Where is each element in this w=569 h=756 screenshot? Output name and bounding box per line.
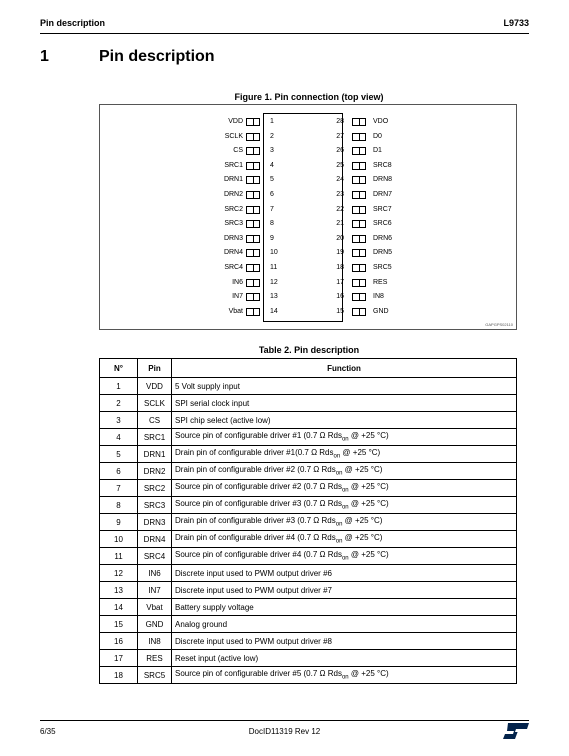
table-row <box>100 548 517 565</box>
cell-pin: SRC1 <box>138 429 172 446</box>
pin-pad-icon <box>352 293 366 301</box>
cell-function <box>172 395 517 412</box>
pin-pad-icon <box>352 118 366 126</box>
function-subscript: on <box>341 555 349 562</box>
pin-label: IN8 <box>373 293 384 301</box>
table-row <box>100 514 517 531</box>
right-pin <box>0 116 569 128</box>
pin-number: 22 <box>336 205 344 213</box>
right-pin <box>0 306 569 318</box>
function-subscript: on <box>333 453 341 460</box>
table-row <box>100 633 517 650</box>
pin-label: DRN2 <box>223 191 243 198</box>
table-row <box>100 582 517 599</box>
pin-number: 27 <box>336 132 344 140</box>
pin-label: D0 <box>373 132 382 140</box>
right-pin <box>0 291 569 303</box>
pin-label: IN7 <box>232 293 243 301</box>
function-text: Drain pin of configurable driver #2 (0.7 Ω Rds <box>175 465 336 475</box>
pin-label: DRN3 <box>223 234 243 242</box>
cell-pin: IN7 <box>138 582 172 599</box>
table-row <box>100 599 517 616</box>
pin-number: 16 <box>336 293 344 301</box>
pin-pad-icon <box>352 308 366 316</box>
pin-pad-icon <box>352 264 366 272</box>
pin-number: 15 <box>336 307 344 315</box>
header-part-number: L9733 <box>503 18 529 28</box>
function-text: Drain pin of configurable driver #3 (0.7 Ω Rds <box>175 516 336 526</box>
table-row <box>100 412 517 429</box>
table-row <box>100 463 517 480</box>
cell-function <box>172 582 517 599</box>
function-subscript: on <box>341 674 349 681</box>
pin-number: 7 <box>270 205 274 213</box>
pin-pad-icon <box>352 162 366 170</box>
right-pin <box>0 233 569 245</box>
function-tail: @ +25 °C) <box>348 499 389 509</box>
figure-code: GAPGPS02110 <box>485 322 513 327</box>
pin-pad-icon <box>352 133 366 141</box>
function-text: Drain pin of configurable driver #4 (0.7 Ω Rds <box>175 533 336 543</box>
pin-number: 9 <box>270 234 274 242</box>
cell-function <box>172 429 517 446</box>
cell-number: 1 <box>100 378 138 395</box>
cell-number: 10 <box>100 531 138 548</box>
table-row <box>100 446 517 463</box>
table-row <box>100 531 517 548</box>
pin-number: 8 <box>270 220 274 228</box>
section-number: 1 <box>40 48 49 65</box>
cell-function <box>172 650 517 667</box>
cell-number: 9 <box>100 514 138 531</box>
pin-pad-icon <box>352 206 366 214</box>
pin-label: SRC8 <box>373 161 392 169</box>
pin-label: DRN8 <box>373 176 393 184</box>
pin-label: DRN7 <box>373 191 393 198</box>
pin-label: SRC3 <box>224 220 243 228</box>
cell-function <box>172 548 517 565</box>
footer-doc-id: DocID11319 Rev 12 <box>248 727 321 736</box>
table-row <box>100 616 517 633</box>
table-row <box>100 650 517 667</box>
pin-number: 11 <box>270 264 278 271</box>
cell-pin: DRN2 <box>138 463 172 480</box>
cell-number: 13 <box>100 582 138 599</box>
cell-function <box>172 463 517 480</box>
function-tail: @ +25 °C) <box>340 448 381 458</box>
function-subscript: on <box>341 504 349 511</box>
pin-number: 14 <box>270 307 278 315</box>
column-header-number: N° <box>100 359 138 378</box>
function-text: Source pin of configurable driver #5 (0.7 Ω Rds <box>175 669 342 679</box>
cell-number: 3 <box>100 412 138 429</box>
pin-number: 2 <box>270 132 274 140</box>
cell-pin: Vbat <box>138 599 172 616</box>
function-tail: @ +25 °C) <box>348 550 389 560</box>
pin-number: 17 <box>336 278 344 286</box>
cell-number: 2 <box>100 395 138 412</box>
function-subscript: on <box>335 538 343 545</box>
pin-label: VDD <box>228 118 243 125</box>
table-header-row <box>100 359 517 378</box>
function-tail: @ +25 °C) <box>348 482 389 492</box>
cell-function <box>172 531 517 548</box>
cell-function <box>172 412 517 429</box>
pin-number: 13 <box>270 293 278 301</box>
table-caption: Table 2. Pin description <box>258 345 360 355</box>
pin-label: DRN1 <box>223 176 243 184</box>
cell-pin: GND <box>138 616 172 633</box>
footer-rule <box>40 720 529 721</box>
cell-function <box>172 633 517 650</box>
cell-function <box>172 378 517 395</box>
right-pin <box>0 277 569 289</box>
cell-pin: DRN1 <box>138 446 172 463</box>
pin-label: DRN4 <box>223 249 243 257</box>
table-row <box>100 497 517 514</box>
figure-caption: Figure 1. Pin connection (top view) <box>234 92 384 102</box>
cell-number: 4 <box>100 429 138 446</box>
cell-function <box>172 667 517 684</box>
cell-number: 16 <box>100 633 138 650</box>
pin-pad-icon <box>352 220 366 228</box>
cell-function <box>172 514 517 531</box>
pin-number: 26 <box>336 147 344 155</box>
cell-pin: CS <box>138 412 172 429</box>
right-pin <box>0 218 569 230</box>
st-logo-icon <box>503 722 529 745</box>
pin-label: D1 <box>373 147 382 155</box>
cell-function <box>172 446 517 463</box>
header-section-name: Pin description <box>40 18 106 28</box>
column-header-pin: Pin <box>138 359 172 378</box>
cell-pin: SRC2 <box>138 480 172 497</box>
pin-label: SCLK <box>224 132 243 140</box>
pin-number: 19 <box>336 249 344 257</box>
cell-number: 6 <box>100 463 138 480</box>
pin-number: 10 <box>270 249 278 257</box>
table-row <box>100 395 517 412</box>
cell-function <box>172 599 517 616</box>
pin-label: DRN5 <box>373 249 393 257</box>
cell-pin: SRC5 <box>138 667 172 684</box>
pin-number: 6 <box>270 191 274 198</box>
cell-pin: SRC3 <box>138 497 172 514</box>
cell-pin: VDD <box>138 378 172 395</box>
pin-pad-icon <box>352 191 366 199</box>
cell-pin: SRC4 <box>138 548 172 565</box>
function-tail: @ +25 °C) <box>342 465 383 475</box>
function-subscript: on <box>341 436 349 443</box>
function-subscript: on <box>335 521 343 528</box>
cell-number: 11 <box>100 548 138 565</box>
cell-function <box>172 616 517 633</box>
function-text: SPI serial clock input <box>175 398 250 408</box>
pin-number: 25 <box>336 161 344 169</box>
pin-description-table <box>99 358 517 684</box>
function-tail: @ +25 °C) <box>348 431 389 441</box>
pin-pad-icon <box>352 279 366 287</box>
pin-number: 24 <box>336 176 344 184</box>
pin-label: CS <box>233 147 243 155</box>
function-tail: @ +25 °C) <box>342 516 383 526</box>
table-row <box>100 565 517 582</box>
pin-number: 21 <box>336 220 344 228</box>
function-subscript: on <box>341 487 349 494</box>
pin-number: 5 <box>270 176 274 184</box>
pin-pad-icon <box>352 249 366 257</box>
table-row <box>100 480 517 497</box>
function-text: SPI chip select (active low) <box>175 415 271 425</box>
right-pin <box>0 189 569 201</box>
cell-number: 17 <box>100 650 138 667</box>
pin-number: 20 <box>336 234 344 242</box>
column-header-function: Function <box>172 359 517 378</box>
function-tail: @ +25 °C) <box>342 533 383 543</box>
cell-pin: DRN3 <box>138 514 172 531</box>
function-text: Discrete input used to PWM output driver #7 <box>175 585 332 595</box>
pin-label: Vbat <box>228 307 243 315</box>
right-pin <box>0 174 569 186</box>
cell-function <box>172 497 517 514</box>
table-row <box>100 378 517 395</box>
pin-number: 12 <box>270 278 278 286</box>
function-text: Source pin of configurable driver #4 (0.7 Ω Rds <box>175 550 342 560</box>
function-text: Battery supply voltage <box>175 602 254 612</box>
cell-pin: IN8 <box>138 633 172 650</box>
pin-label: SRC6 <box>373 220 392 228</box>
pin-number: 23 <box>336 191 344 198</box>
right-pin <box>0 145 569 157</box>
pin-label: RES <box>373 278 388 286</box>
right-pin <box>0 247 569 259</box>
pin-label: SRC2 <box>224 205 243 213</box>
pin-label: GND <box>373 307 389 315</box>
cell-function <box>172 480 517 497</box>
pin-number: 4 <box>270 161 274 169</box>
section-title: Pin description <box>99 48 215 65</box>
pin-number: 28 <box>336 118 344 125</box>
pin-number: 3 <box>270 147 274 155</box>
function-text: Source pin of configurable driver #1 (0.7 Ω Rds <box>175 431 342 441</box>
pin-pad-icon <box>352 147 366 155</box>
right-pin <box>0 204 569 216</box>
function-tail: @ +25 °C) <box>348 669 389 679</box>
pin-label: IN6 <box>232 278 243 286</box>
function-text: Discrete input used to PWM output driver #6 <box>175 568 332 578</box>
right-pin <box>0 262 569 274</box>
pin-label: SRC5 <box>373 264 392 271</box>
cell-number: 7 <box>100 480 138 497</box>
footer-page-number: 6/35 <box>40 727 56 736</box>
pin-label: SRC1 <box>224 161 243 169</box>
table-row <box>100 429 517 446</box>
function-text: 5 Volt supply input <box>175 381 240 391</box>
pin-label: SRC7 <box>373 205 392 213</box>
pin-label: VDO <box>373 118 389 125</box>
cell-number: 18 <box>100 667 138 684</box>
pin-number: 1 <box>270 118 274 125</box>
header-rule <box>40 33 529 34</box>
cell-number: 14 <box>100 599 138 616</box>
table-row <box>100 667 517 684</box>
pin-number: 18 <box>336 264 344 271</box>
function-subscript: on <box>335 470 343 477</box>
cell-function <box>172 565 517 582</box>
cell-pin: SCLK <box>138 395 172 412</box>
cell-number: 8 <box>100 497 138 514</box>
function-text: Reset input (active low) <box>175 653 259 663</box>
cell-pin: IN6 <box>138 565 172 582</box>
cell-pin: RES <box>138 650 172 667</box>
cell-pin: DRN4 <box>138 531 172 548</box>
cell-number: 12 <box>100 565 138 582</box>
right-pin <box>0 131 569 143</box>
pin-pad-icon <box>352 235 366 243</box>
cell-number: 5 <box>100 446 138 463</box>
pin-pad-icon <box>352 176 366 184</box>
pin-label: DRN6 <box>373 234 393 242</box>
right-pin <box>0 160 569 172</box>
function-text: Source pin of configurable driver #2 (0.7 Ω Rds <box>175 482 342 492</box>
cell-number: 15 <box>100 616 138 633</box>
function-text: Discrete input used to PWM output driver #8 <box>175 636 332 646</box>
function-text: Analog ground <box>175 619 228 629</box>
function-text: Drain pin of configurable driver #1(0.7 Ω Rds <box>175 448 334 458</box>
pin-label: SRC4 <box>224 264 243 271</box>
function-text: Source pin of configurable driver #3 (0.7 Ω Rds <box>175 499 342 509</box>
